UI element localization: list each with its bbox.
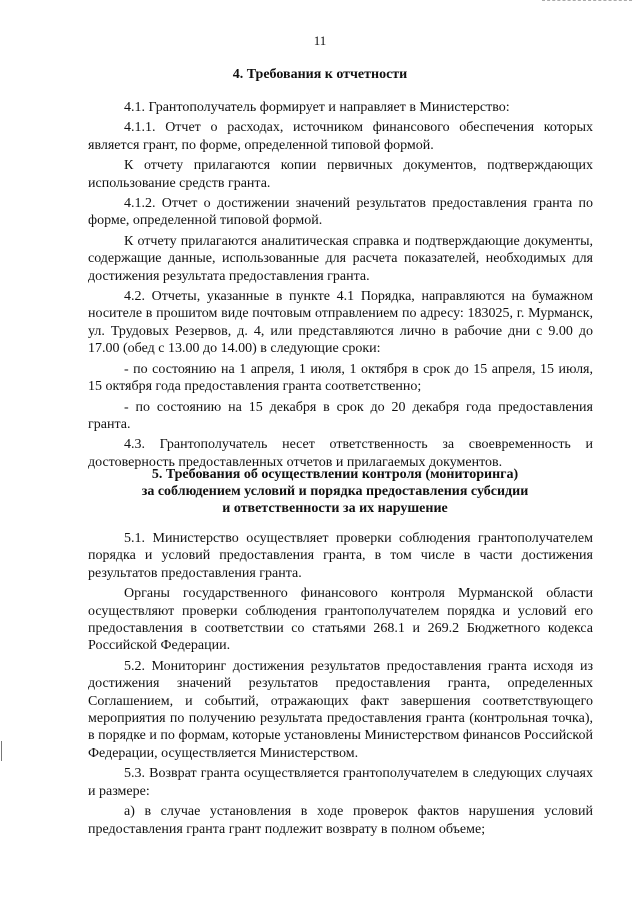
page-number: 11 [313, 33, 327, 48]
paragraph-4-2: 4.2. Отчеты, указанные в пункте 4.1 Порядка, направляются на бумажном носителе в прошитом виде почтовым отправлением по адресу: 183025, г. Мурманск, ул. Трудовых Резервов, д. 4, или представляются лично в рабочие дни с 9.00 до 17.00 (обед с 13.00 до 14.00) в следующие сроки: [88, 289, 593, 357]
paragraph-4-1-2: 4.1.2. Отчет о достижении значений результатов предоставления гранта по форме, определенной типовой формой. [88, 196, 593, 229]
section-5-body [88, 530, 593, 841]
section-4-body [88, 99, 593, 474]
paragraph-4-1-1-attachments: К отчету прилагаются копии первичных документов, подтверждающих использование средств гранта. [88, 158, 593, 191]
paragraph-5-1: 5.1. Министерство осуществляет проверки соблюдения грантополучателем порядка и условий предоставления гранта, в том числе в части достижения результатов предоставления гранта. [88, 531, 593, 581]
paragraph-4-2-deadline-annual: - по состоянию на 15 декабря в срок до 20 декабря года предоставления гранта. [88, 399, 593, 432]
paragraph-5-1-control-bodies: Органы государственного финансового контроля Мурманской области осуществляют проверки соблюдения грантополучателем порядка и условий его предоставления в соответствии со статьями 268.1 и 269.2 Бюджетного кодекса Российской Федерации. [88, 586, 593, 654]
paragraph-4-2-deadline-quarterly: - по состоянию на 1 апреля, 1 июля, 1 октября в срок до 15 апреля, 15 июля, 15 октября года предоставления гранта соответственно; [88, 361, 593, 395]
paragraph-4-1: 4.1. Грантополучатель формирует и направляет в Министерство: [124, 100, 510, 115]
paragraph-4-1-2-attachments: К отчету прилагаются аналитическая справка и подтверждающие документы, содержащие данные, использованные для расчета показателей, необходимых для достижения результата предоставления гранта. [88, 233, 593, 284]
paragraph-4-3: 4.3. Грантополучатель несет ответственность за своевременность и достоверность предоставленных отчетов и прилагаемых документов. [88, 437, 593, 470]
section-5-title [30, 466, 640, 517]
section-5-title-line-2: за соблюдением условий и порядка предоставления субсидии [141, 484, 529, 499]
paragraph-5-3-a: а) в случае установления в ходе проверок фактов нарушения условий предоставления гранта грант подлежит возврату в полном объеме; [88, 804, 593, 837]
scan-corner-mark [542, 0, 632, 3]
section-5-title-line-3: и ответственности за их нарушение [222, 501, 448, 516]
section-4-title: 4. Требования к отчетности [232, 67, 408, 82]
section-5-title-line-1: 5. Требования об осуществлении контроля (мониторинга) [151, 467, 519, 482]
paragraph-5-2: 5.2. Мониторинг достижения результатов предоставления гранта исходя из достижения значений результатов предоставления гранта, определенных Соглашением, и событий, отражающих факт завершения соответствующего мероприятия по получению результата предоставления гранта (контрольная точка), в порядке и по формам, которые установлены Министерством финансов Российской Федерации, осуществляется Министерством. [88, 658, 593, 761]
paragraph-4-1-1: 4.1.1. Отчет о расходах, источником финансового обеспечения которых является грант, по форме, определенной типовой формой. [88, 120, 593, 153]
scan-edge-mark [1, 741, 2, 761]
paragraph-5-3: 5.3. Возврат гранта осуществляется грантополучателем в следующих случаях и размере: [88, 766, 593, 799]
